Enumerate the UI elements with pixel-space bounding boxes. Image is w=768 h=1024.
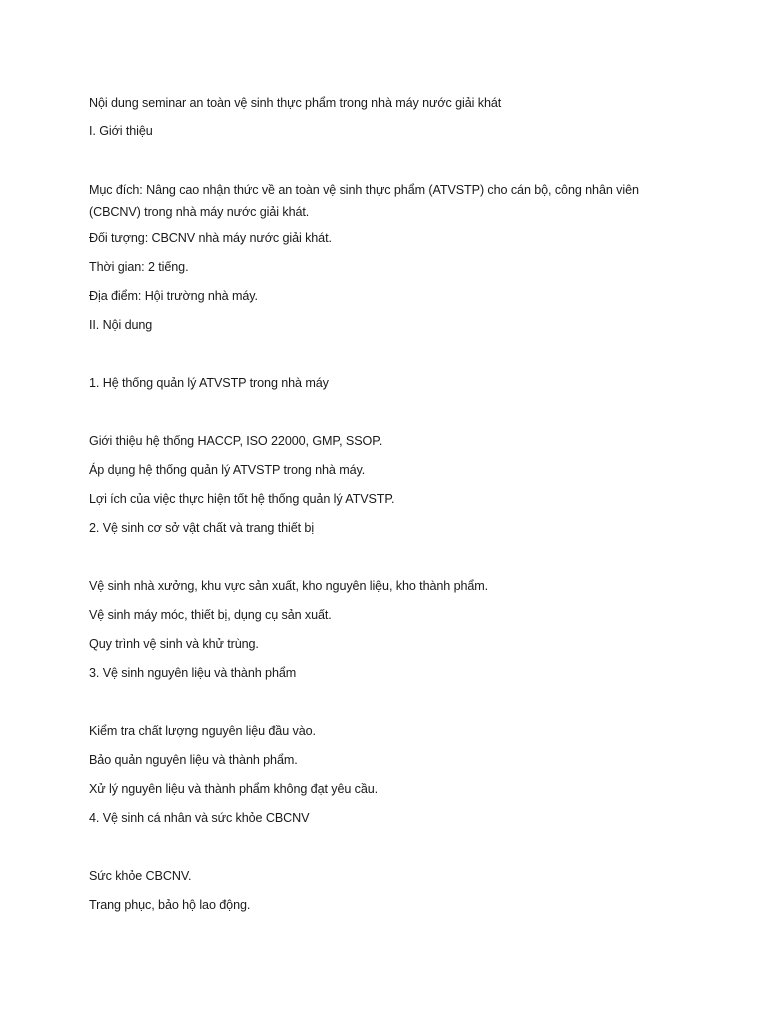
section-heading-introduction: I. Giới thiệu — [89, 124, 153, 138]
purpose-text: Mục đích: Nâng cao nhận thức về an toàn vệ sinh thực phẩm (ATVSTP) cho cán bộ, công nhân viên (CBCNV) trong nhà máy nước giải khát. — [89, 183, 639, 219]
list-item: Áp dụng hệ thống quản lý ATVSTP trong nhà máy. — [89, 463, 366, 477]
duration-text: Thời gian: 2 tiếng. — [89, 260, 189, 274]
list-item: Giới thiệu hệ thống HACCP, ISO 22000, GMP, SSOP. — [89, 434, 383, 448]
list-item: Quy trình vệ sinh và khử trùng. — [89, 637, 259, 651]
subsection-heading-4: 4. Vệ sinh cá nhân và sức khỏe CBCNV — [89, 811, 310, 825]
audience-text: Đối tượng: CBCNV nhà máy nước giải khát. — [89, 231, 332, 245]
list-item: Sức khỏe CBCNV. — [89, 869, 192, 883]
list-item: Bảo quản nguyên liệu và thành phẩm. — [89, 753, 298, 767]
document-title: Nội dung seminar an toàn vệ sinh thực phẩm trong nhà máy nước giải khát — [89, 96, 502, 110]
list-item: Xử lý nguyên liệu và thành phẩm không đạt yêu cầu. — [89, 782, 379, 796]
section-heading-content: II. Nội dung — [89, 318, 153, 332]
list-item: Lợi ích của việc thực hiện tốt hệ thống quản lý ATVSTP. — [89, 492, 395, 506]
location-text: Địa điểm: Hội trường nhà máy. — [89, 289, 258, 303]
list-item: Vệ sinh máy móc, thiết bị, dụng cụ sản xuất. — [89, 608, 332, 622]
list-item: Vệ sinh nhà xưởng, khu vực sản xuất, kho nguyên liệu, kho thành phẩm. — [89, 579, 489, 593]
subsection-heading-1: 1. Hệ thống quản lý ATVSTP trong nhà máy — [89, 376, 329, 390]
subsection-heading-3: 3. Vệ sinh nguyên liệu và thành phẩm — [89, 666, 297, 680]
subsection-heading-2: 2. Vệ sinh cơ sở vật chất và trang thiết bị — [89, 521, 315, 535]
list-item: Trang phục, bảo hộ lao động. — [89, 898, 251, 912]
list-item: Kiểm tra chất lượng nguyên liệu đầu vào. — [89, 724, 316, 738]
